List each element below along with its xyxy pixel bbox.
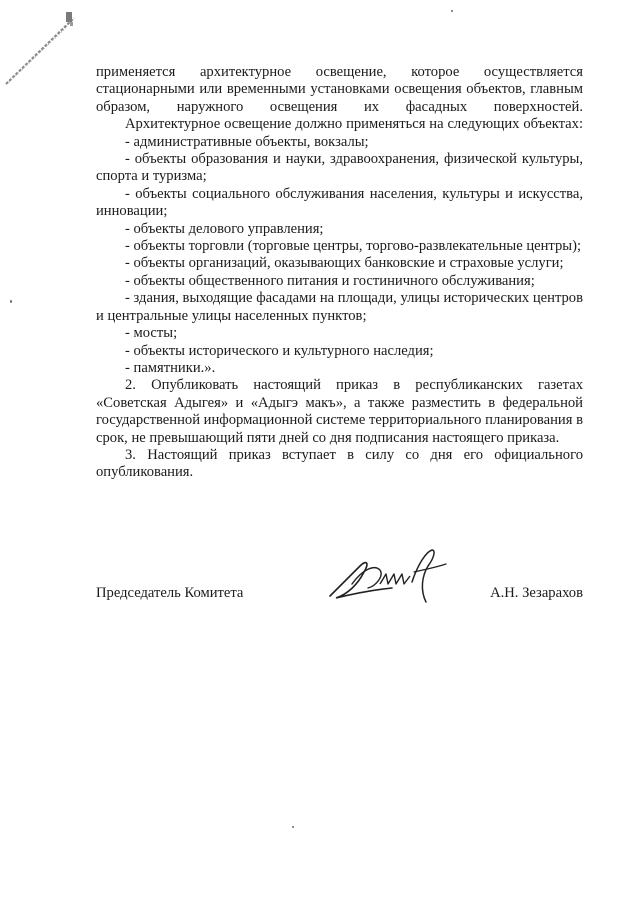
list-item: - объекты общественного питания и гостиничного обслуживания; (125, 272, 535, 289)
scan-speck (292, 826, 294, 828)
list-item: - объекты исторического и культурного наследия; (125, 342, 434, 359)
paragraph: Архитектурное освещение должно применяться на следующих объектах: (125, 116, 583, 133)
document-body (96, 64, 583, 482)
list-item: - объекты социального обслуживания населения, культуры и искусства, инновации; (96, 185, 583, 220)
list-item: - объекты делового управления; (125, 220, 324, 237)
list-item: - административные объекты, вокзалы; (125, 133, 369, 150)
signature-block (96, 585, 583, 605)
paragraph: 2. Опубликовать настоящий приказ в республиканских газетах «Советская Адыгея» и «Адыгэ макъ», а также разместить в федеральной государственной информационной системе территориального планирования в срок, не превышающий пяти дней со дня подписания настоящего приказа. (96, 377, 583, 446)
scan-speck (451, 10, 453, 12)
list-item: - здания, выходящие фасадами на площади, улицы исторических центров и центральные улицы населенных пунктов; (96, 290, 583, 324)
list-item: - объекты образования и науки, здравоохранения, физической культуры, спорта и туризма; (96, 151, 583, 185)
list-item: - объекты организаций, оказывающих банковские и страховые услуги; (125, 255, 564, 272)
list-item: - мосты; (125, 325, 178, 342)
scan-speck (10, 300, 12, 303)
scan-edge-mark (4, 8, 84, 86)
paragraph: 3. Настоящий приказ вступает в силу со дня его официального опубликования. (96, 446, 583, 481)
list-item: - памятники.». (125, 359, 216, 376)
list-item: - объекты торговли (торговые центры, торгово-развлекательные центры); (125, 238, 582, 255)
signer-position: Председатель Комитета (96, 585, 244, 601)
paragraph: применяется архитектурное освещение, которое осуществляется стационарными или временными установками освещения объектов, главным образом, наружного освещения их фасадных поверхностей. (96, 64, 583, 115)
signer-name: А.Н. Зезарахов (490, 585, 583, 601)
